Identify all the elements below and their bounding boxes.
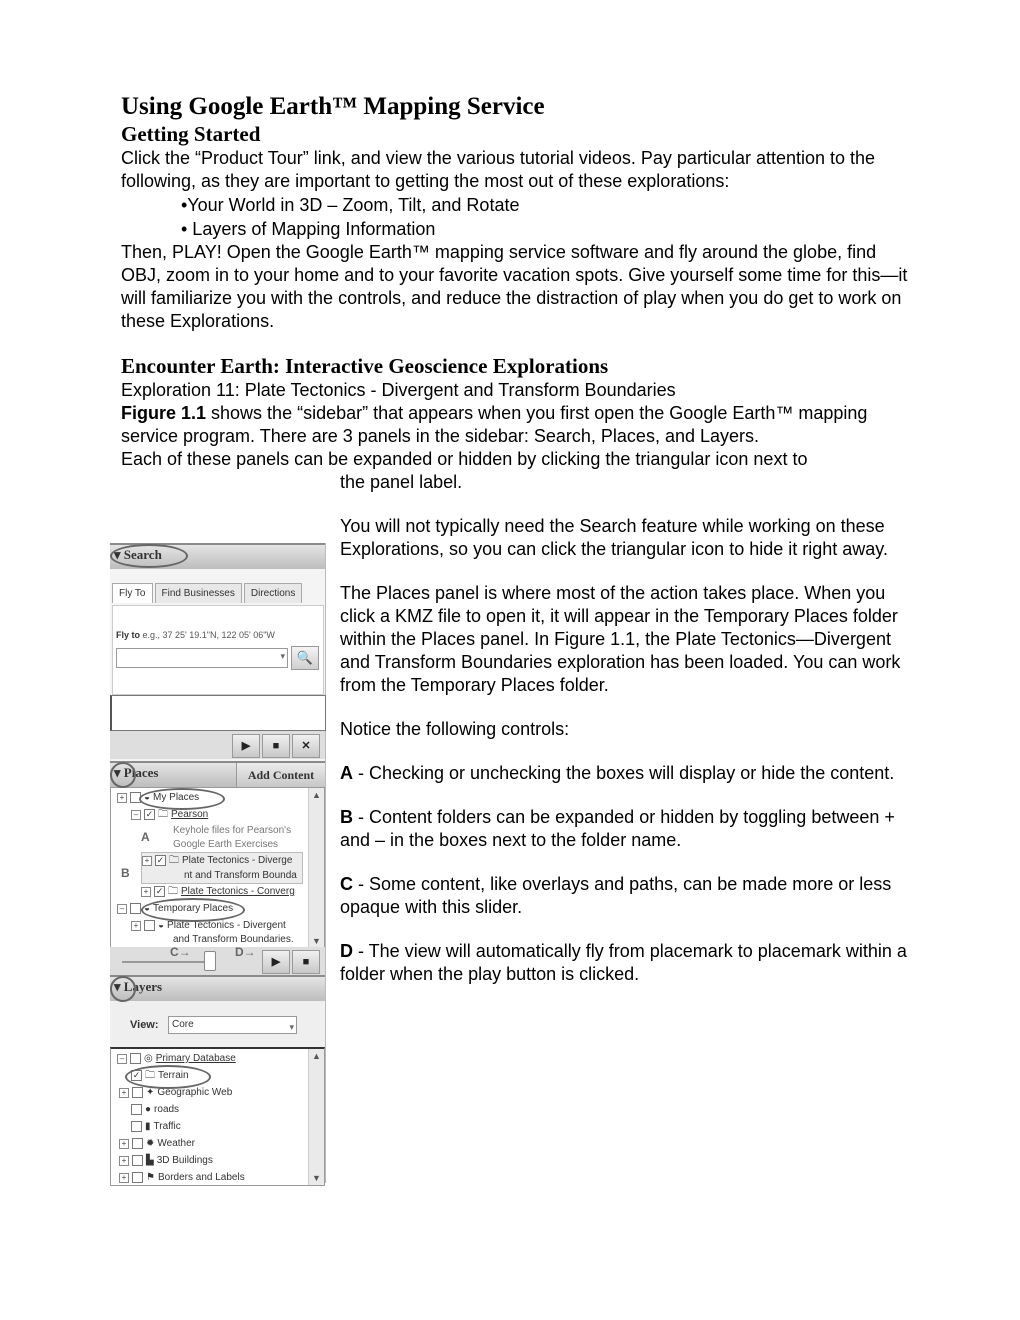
layer-item-borders-labels[interactable]: + ⚑ Borders and Labels [119,1170,245,1185]
view-select[interactable]: Core ▾ [168,1016,297,1034]
search-results-area [110,695,326,731]
highlight-oval [139,788,225,810]
layer-item-roads[interactable]: ● roads [131,1102,179,1117]
panels-paragraph-cont: the panel label. [340,472,463,492]
tree-item-description: Google Earth Exercises [173,839,279,850]
scroll-up-icon[interactable]: ▲ [312,1051,321,1061]
opacity-slider-track[interactable] [122,961,204,963]
chevron-down-icon[interactable]: ▾ [289,1022,294,1032]
search-paragraph: You will not typically need the Search feature while working on these Explorations, so you can click the triangular icon to hide it right away. [340,516,888,559]
flag-icon: ⚑ [146,1172,155,1183]
layer-item-geographic-web[interactable]: + ✦ Geographic Web [119,1085,232,1100]
places-panel-label[interactable]: ▾ Places [114,765,159,780]
play-paragraph: Then, PLAY! Open the Google Earth™ mapping service software and fly around the globe, find OBJ, zoom in to your home and to your favorite vacation spots. Give yourself some time for this—it will familiarize you with the controls, and reduce the distraction of play when you do get to work on these Explorations. [121,242,908,331]
scroll-down-icon[interactable]: ▼ [312,936,321,946]
database-icon: ◎ [144,1053,153,1064]
highlight-oval [125,1065,211,1089]
layers-panel-header[interactable] [110,975,325,1001]
stop-icon: ■ [272,740,280,752]
stop-icon: ■ [302,956,310,968]
google-earth-sidebar-figure [110,543,326,1183]
tab-directions[interactable]: Directions [244,583,302,603]
add-content-button[interactable]: Add Content [236,763,325,787]
controls-intro: Notice the following controls: [340,719,570,739]
tour-play-button[interactable] [262,950,290,974]
tree-item-plate-tectonics-divergent[interactable]: + ✓ 🗀 Plate Tectonics - Diverge nt and Transform Bounda [141,852,303,884]
tour-stop-button[interactable] [292,950,320,974]
highlight-oval [141,898,245,922]
opacity-slider-thumb[interactable] [204,951,216,971]
chevron-down-icon[interactable]: ▾ [280,651,285,661]
layers-tree [110,1047,325,1186]
exploration-title: Exploration 11: Plate Tectonics - Divergent and Transform Boundaries [121,380,676,400]
layer-item-primary-database[interactable]: – ◎ Primary Database [117,1051,236,1066]
panels-paragraph: Each of these panels can be expanded or hidden by clicking the triangular icon next to [121,449,808,469]
bullet-item: •Your World in 3D – Zoom, Tilt, and Rotate [181,195,520,215]
road-icon: ● [145,1104,152,1115]
highlight-oval [110,762,136,788]
star-icon: ✦ [146,1087,155,1098]
globe-icon: ◒ [158,920,165,931]
close-icon: ✕ [301,740,311,752]
places-paragraph: The Places panel is where most of the action takes place. When you click a KMZ file to open it, it will appear in the Temporary Places folder within the Places panel. In Figure 1.1, the Plate Tectonics—Divergent and Transform Boundaries exploration has been loaded. You can work from the Temporary Places folder. [340,583,901,695]
highlight-oval [110,544,188,568]
annotation-c: C→ [170,945,191,959]
tree-item-my-places[interactable]: + ◒ My Places [117,790,199,805]
tree-item-temporary-places[interactable]: – ◒ Temporary Places [117,901,233,916]
bullet-item: • Layers of Mapping Information [181,219,436,239]
building-icon: ▙ [146,1155,154,1166]
clear-button[interactable] [292,734,320,758]
tree-item-plate-tectonics-convergent[interactable]: + ✓ 🗀 Plate Tectonics - Converg [141,884,295,899]
intro-paragraph: Click the “Product Tour” link, and view the various tutorial videos. Pay particular attention to the following, as they are important to getting the most out of these explorations: [121,148,876,191]
layer-item-terrain[interactable]: ✓ 🗀 Terrain [132,1070,189,1082]
folder-icon: 🗀 [169,855,179,866]
folder-icon: 🗀 [168,886,178,897]
globe-icon: ◒ [144,903,151,914]
stop-button[interactable] [262,734,290,758]
layer-item-3d-buildings[interactable]: + ▙ 3D Buildings [119,1153,213,1168]
annotation-a: A [141,830,150,844]
control-a-desc: A - Checking or unchecking the boxes will display or hide the content. [340,763,895,783]
tree-item-loaded-exploration-cont: and Transform Boundaries. [173,934,294,945]
places-scrollbar[interactable] [308,788,324,948]
annotation-b: B [121,866,130,880]
play-icon: ▶ [271,956,281,968]
layers-panel-label[interactable]: ▾ Layers [114,979,163,994]
places-panel-header[interactable] [110,761,325,787]
fly-to-pane [112,605,324,695]
fly-to-input[interactable] [116,648,288,668]
places-controls [110,947,325,975]
figure-intro-paragraph: Figure 1.1 shows the “sidebar” that appears when you first open the Google Earth™ mapping service program. There are 3 panels in the sidebar: Search, Places, and Layers. [121,403,868,446]
traffic-light-icon: ▮ [145,1121,151,1132]
play-button[interactable] [232,734,260,758]
tree-item-pearson[interactable]: – ✓ 🗀 Pearson [131,807,208,822]
control-b-desc: B - Content folders can be expanded or hidden by toggling between + and – in the boxes next to the folder name. [340,807,895,850]
globe-icon: ◒ [144,792,151,803]
tree-item-description: Keyhole files for Pearson's [173,825,292,836]
page-title: Using Google Earth™ Mapping Service [121,93,545,120]
tab-fly-to[interactable]: Fly To [112,583,153,603]
layer-item-weather[interactable]: + ✹ Weather [119,1136,195,1151]
folder-icon: 🗀 [158,809,168,820]
places-tree [110,787,325,949]
section-heading-getting-started: Getting Started [121,122,261,146]
tab-find-businesses[interactable]: Find Businesses [155,583,242,603]
search-icon: 🔍 [296,650,314,665]
scroll-up-icon[interactable]: ▲ [312,790,321,800]
layer-item-traffic[interactable]: ▮ Traffic [131,1119,181,1134]
highlight-oval [110,976,136,1002]
tree-item-loaded-exploration[interactable]: + ◒ Plate Tectonics - Divergent [131,918,286,933]
control-d-desc: D - The view will automatically fly from placemark to placemark within a folder when the play button is clicked. [340,941,907,984]
layers-scrollbar[interactable] [308,1049,324,1185]
section-heading-encounter-earth: Encounter Earth: Interactive Geoscience Explorations [121,354,609,378]
search-panel-label[interactable]: ▾ Search [114,547,162,562]
scroll-down-icon[interactable]: ▼ [312,1173,321,1183]
figure-reference: Figure 1.1 [121,403,207,423]
fly-to-hint: Fly to e.g., 37 25' 19.1"N, 122 05' 06"W [116,630,275,640]
search-controls [110,731,325,759]
folder-icon: 🗀 [145,1070,155,1081]
sun-icon: ✹ [146,1138,155,1149]
search-tabs [112,583,304,603]
search-button[interactable] [291,646,319,670]
view-label: View: [130,1019,159,1031]
annotation-d: D→ [235,945,256,959]
play-icon: ▶ [241,740,251,752]
control-c-desc: C - Some content, like overlays and paths, can be made more or less opaque with this slider. [340,874,892,917]
